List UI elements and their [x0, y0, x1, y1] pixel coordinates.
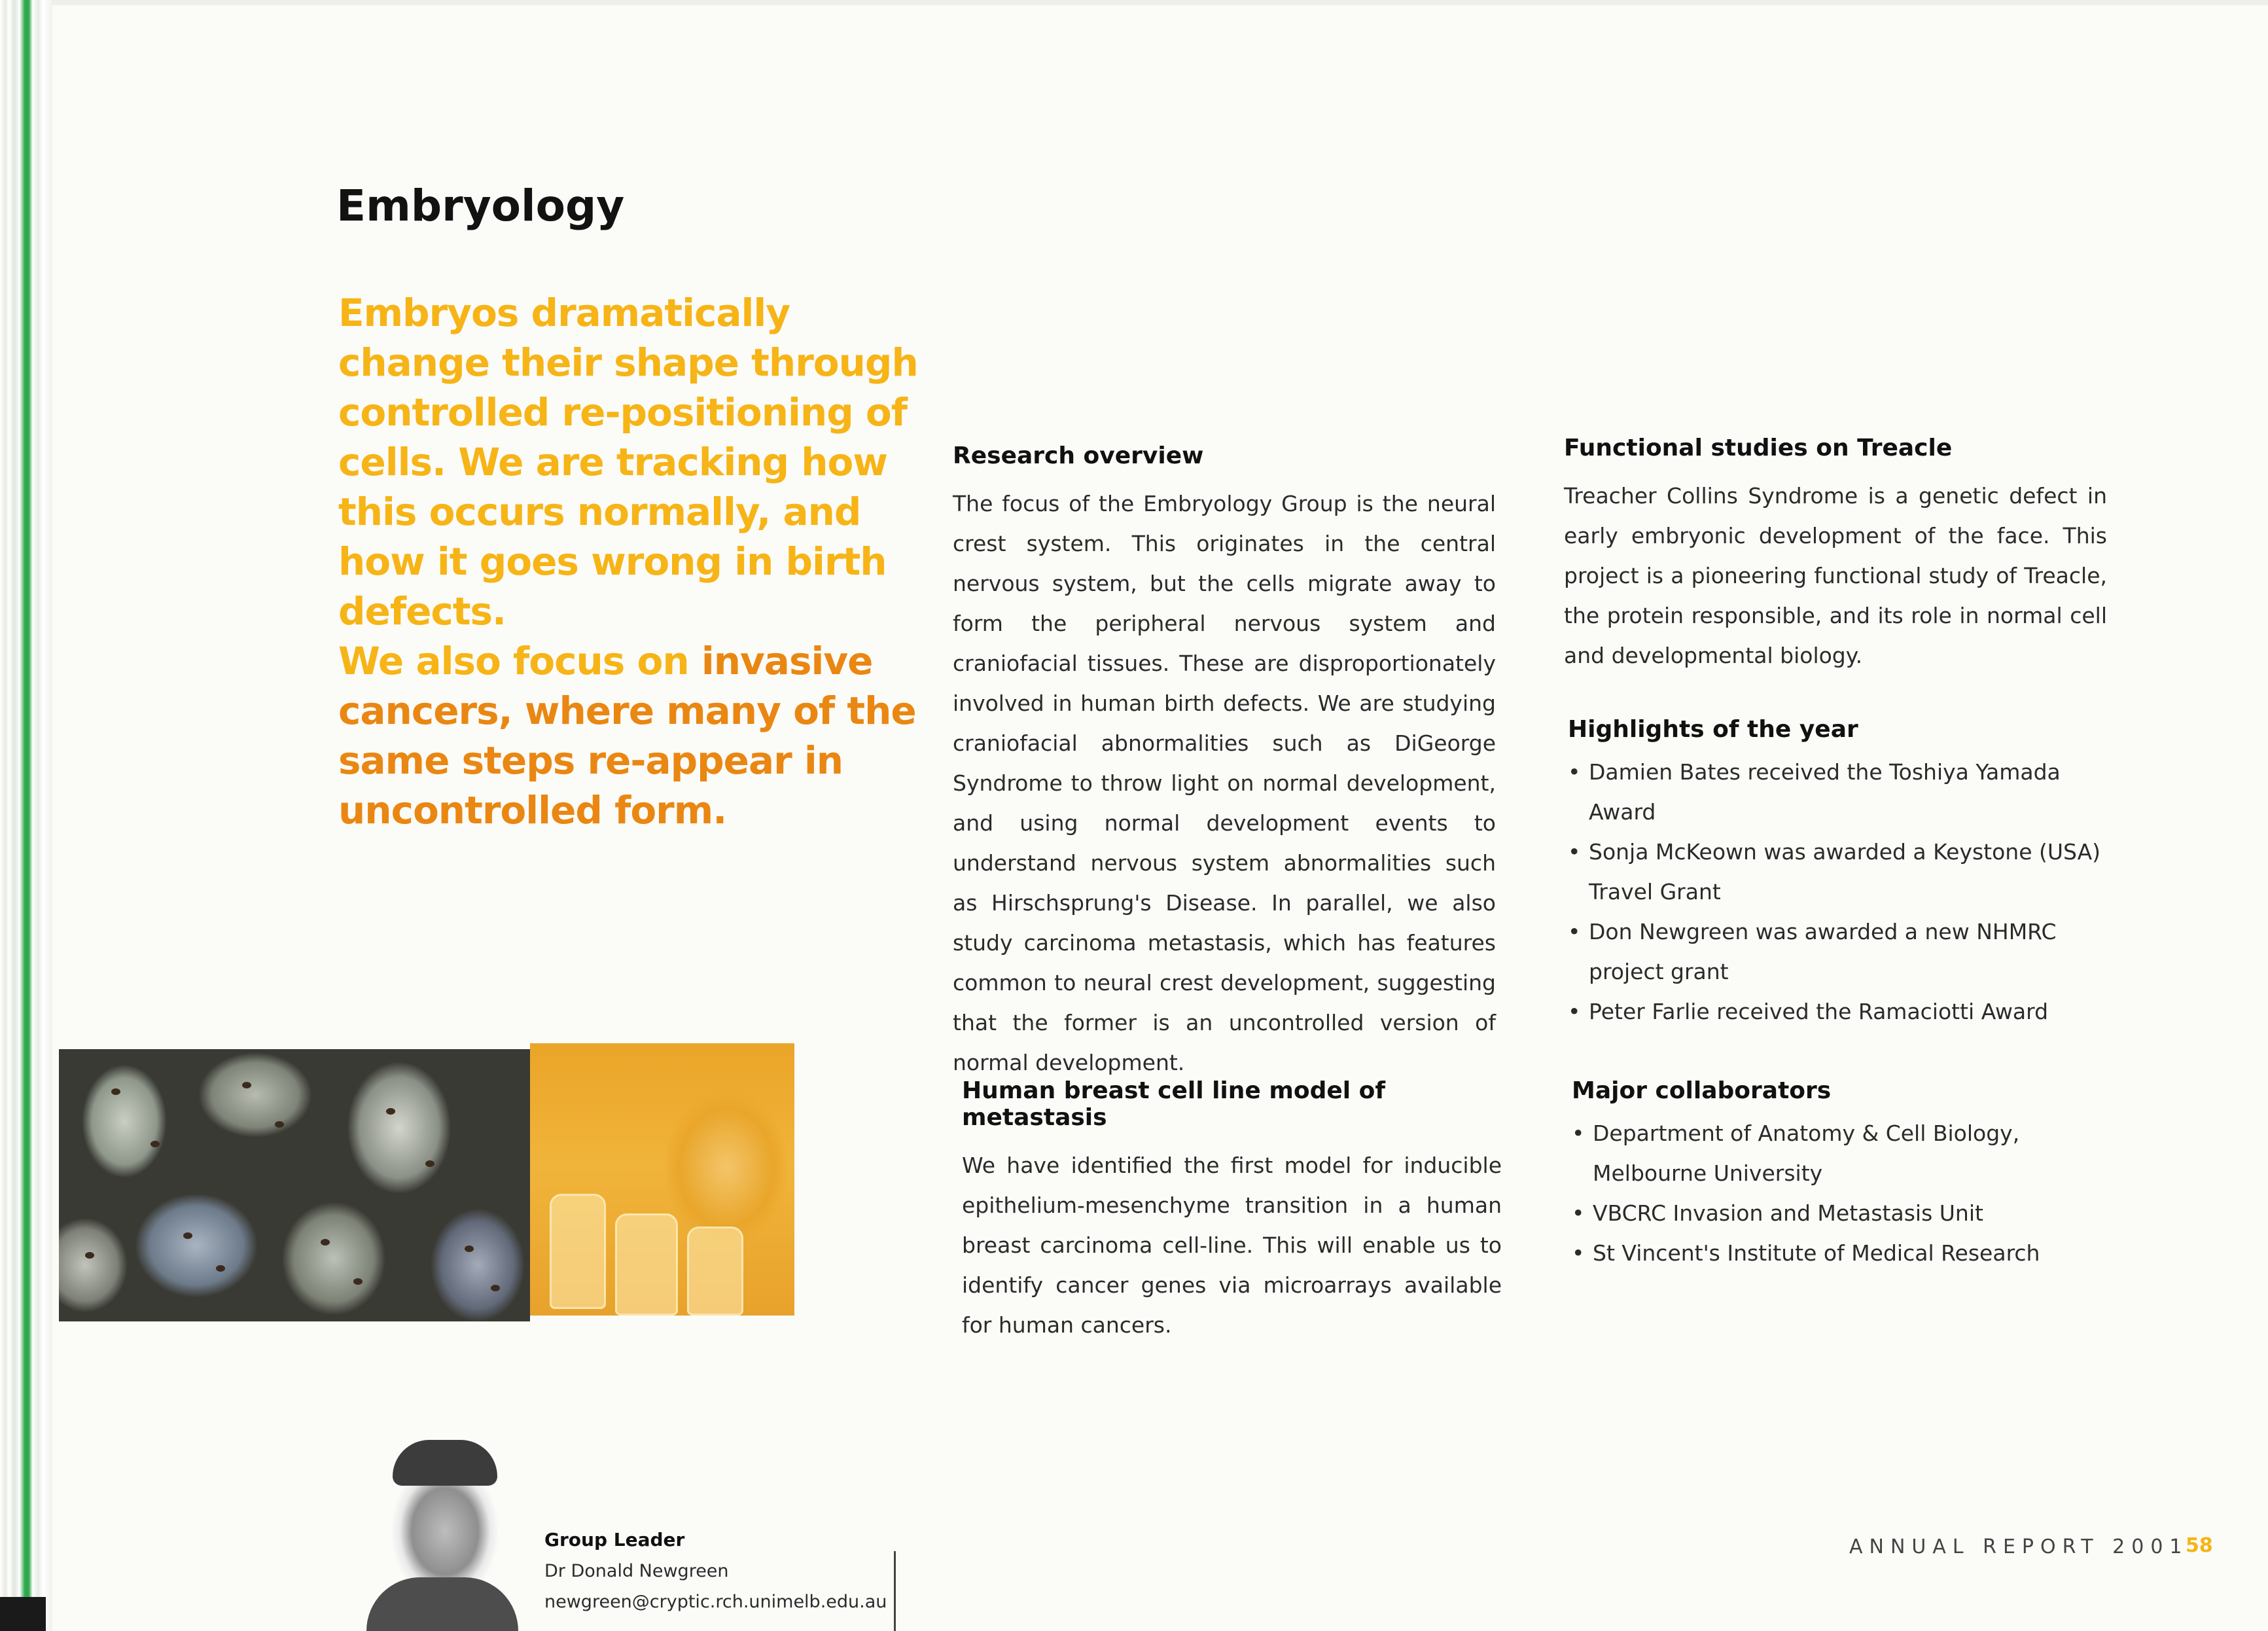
highlights-section: [1568, 716, 2117, 1031]
egg-speck: [242, 1082, 251, 1088]
research-overview-heading: Research overview: [953, 442, 1204, 469]
lab-bottle: [615, 1213, 678, 1316]
divider-rule: [894, 1551, 896, 1631]
page-top-edge: [52, 0, 2268, 5]
egg-speck: [353, 1278, 363, 1285]
egg-speck: [275, 1121, 284, 1128]
list-item: • Sonja McKeown was awarded a Keystone (USA) Travel Grant: [1568, 832, 2117, 912]
egg-speck: [151, 1141, 160, 1147]
treacle-section: [1564, 435, 2107, 675]
intro-yellow-text-2: We also focus on: [338, 639, 701, 683]
list-item: • Damien Bates received the Toshiya Yamada Award: [1568, 752, 2117, 832]
intro-orange-text: invasive cancers, where many of the same steps re-appear in uncontrolled form.: [338, 639, 916, 833]
egg-speck: [491, 1285, 500, 1291]
list-item: • Department of Anatomy & Cell Biology, Melbourne University: [1572, 1113, 2095, 1193]
list-item: • Don Newgreen was awarded a new NHMRC project grant: [1568, 912, 2117, 992]
lab-bottle: [550, 1194, 606, 1309]
annual-report-footer: ANNUAL REPORT 2001: [1849, 1535, 2189, 1558]
treacle-heading: Functional studies on Treacle: [1564, 435, 1953, 461]
egg-speck: [85, 1252, 94, 1259]
list-item: • VBCRC Invasion and Metastasis Unit: [1572, 1193, 2095, 1233]
egg-speck: [465, 1246, 474, 1252]
egg-speck: [321, 1239, 330, 1246]
egg-speck: [183, 1232, 192, 1239]
group-leader-name: Dr Donald Newgreen: [544, 1561, 729, 1581]
research-overview-section: [953, 442, 1496, 1083]
breast-cell-heading: Human breast cell line model of metastasis: [962, 1077, 1386, 1131]
breast-cell-section: [962, 1077, 1502, 1345]
egg-speck: [425, 1160, 434, 1167]
group-leader-role: Group Leader: [544, 1529, 685, 1550]
page-corner-shadow: [0, 1597, 46, 1631]
intro-statement: [338, 288, 927, 835]
group-leader-email: newgreen@cryptic.rch.unimelb.edu.au: [544, 1592, 887, 1612]
treacle-body: Treacher Collins Syndrome is a genetic defect in early embryonic development of the face. This project is a pioneering functional study of Treacle, the protein responsible, and its role in normal cell and developmental biology.: [1564, 483, 2107, 668]
breast-cell-body: We have identified the first model for inducible epithelium-mesenchyme transition in a human breast carcinoma cell-line. This will enable us to identify cancer genes via microarrays available for human cancers.: [962, 1153, 1502, 1338]
egg-speck: [386, 1108, 395, 1115]
list-item: • Peter Farlie received the Ramaciotti Award: [1568, 992, 2117, 1031]
highlights-list: [1568, 752, 2117, 1031]
intro-yellow-text: Embryos dramatically change their shape through controlled re-positioning of cells. We are tracking how this occurs normally, and how it goes wrong in birth defects.: [338, 291, 918, 634]
egg-speck: [216, 1265, 225, 1272]
lab-bottle: [687, 1227, 743, 1316]
research-overview-body: The focus of the Embryology Group is the neural crest system. This originates in the central nervous system, but the cells migrate away to form the peripheral nervous system and craniofacial tissues. These are disproportionately involved in human birth defects. We are studying craniofacial abnormalities such as DiGeorge Syndrome to throw light on normal development, and using normal development events to understand nervous system abnormalities such as Hirschsprung's Disease. In parallel, we also study carcinoma metastasis, which has features common to neural crest development, suggesting that the former is an uncontrolled version of normal development.: [953, 491, 1496, 1075]
portrait-hair: [393, 1440, 497, 1486]
list-item: • St Vincent's Institute of Medical Research: [1572, 1233, 2095, 1273]
highlights-heading: Highlights of the year: [1568, 716, 1858, 743]
group-leader-info: [544, 1529, 887, 1612]
collaborators-section: [1572, 1077, 2095, 1273]
quail-eggs-photo: [59, 1049, 530, 1321]
egg-speck: [111, 1088, 120, 1095]
lab-researcher-photo: [530, 1043, 794, 1316]
page-title: Embryology: [336, 181, 625, 231]
page-number: 58: [2186, 1534, 2213, 1557]
collaborators-heading: Major collaborators: [1572, 1077, 1832, 1104]
collaborators-list: [1572, 1113, 2095, 1273]
page-spine-edge: [0, 0, 52, 1631]
